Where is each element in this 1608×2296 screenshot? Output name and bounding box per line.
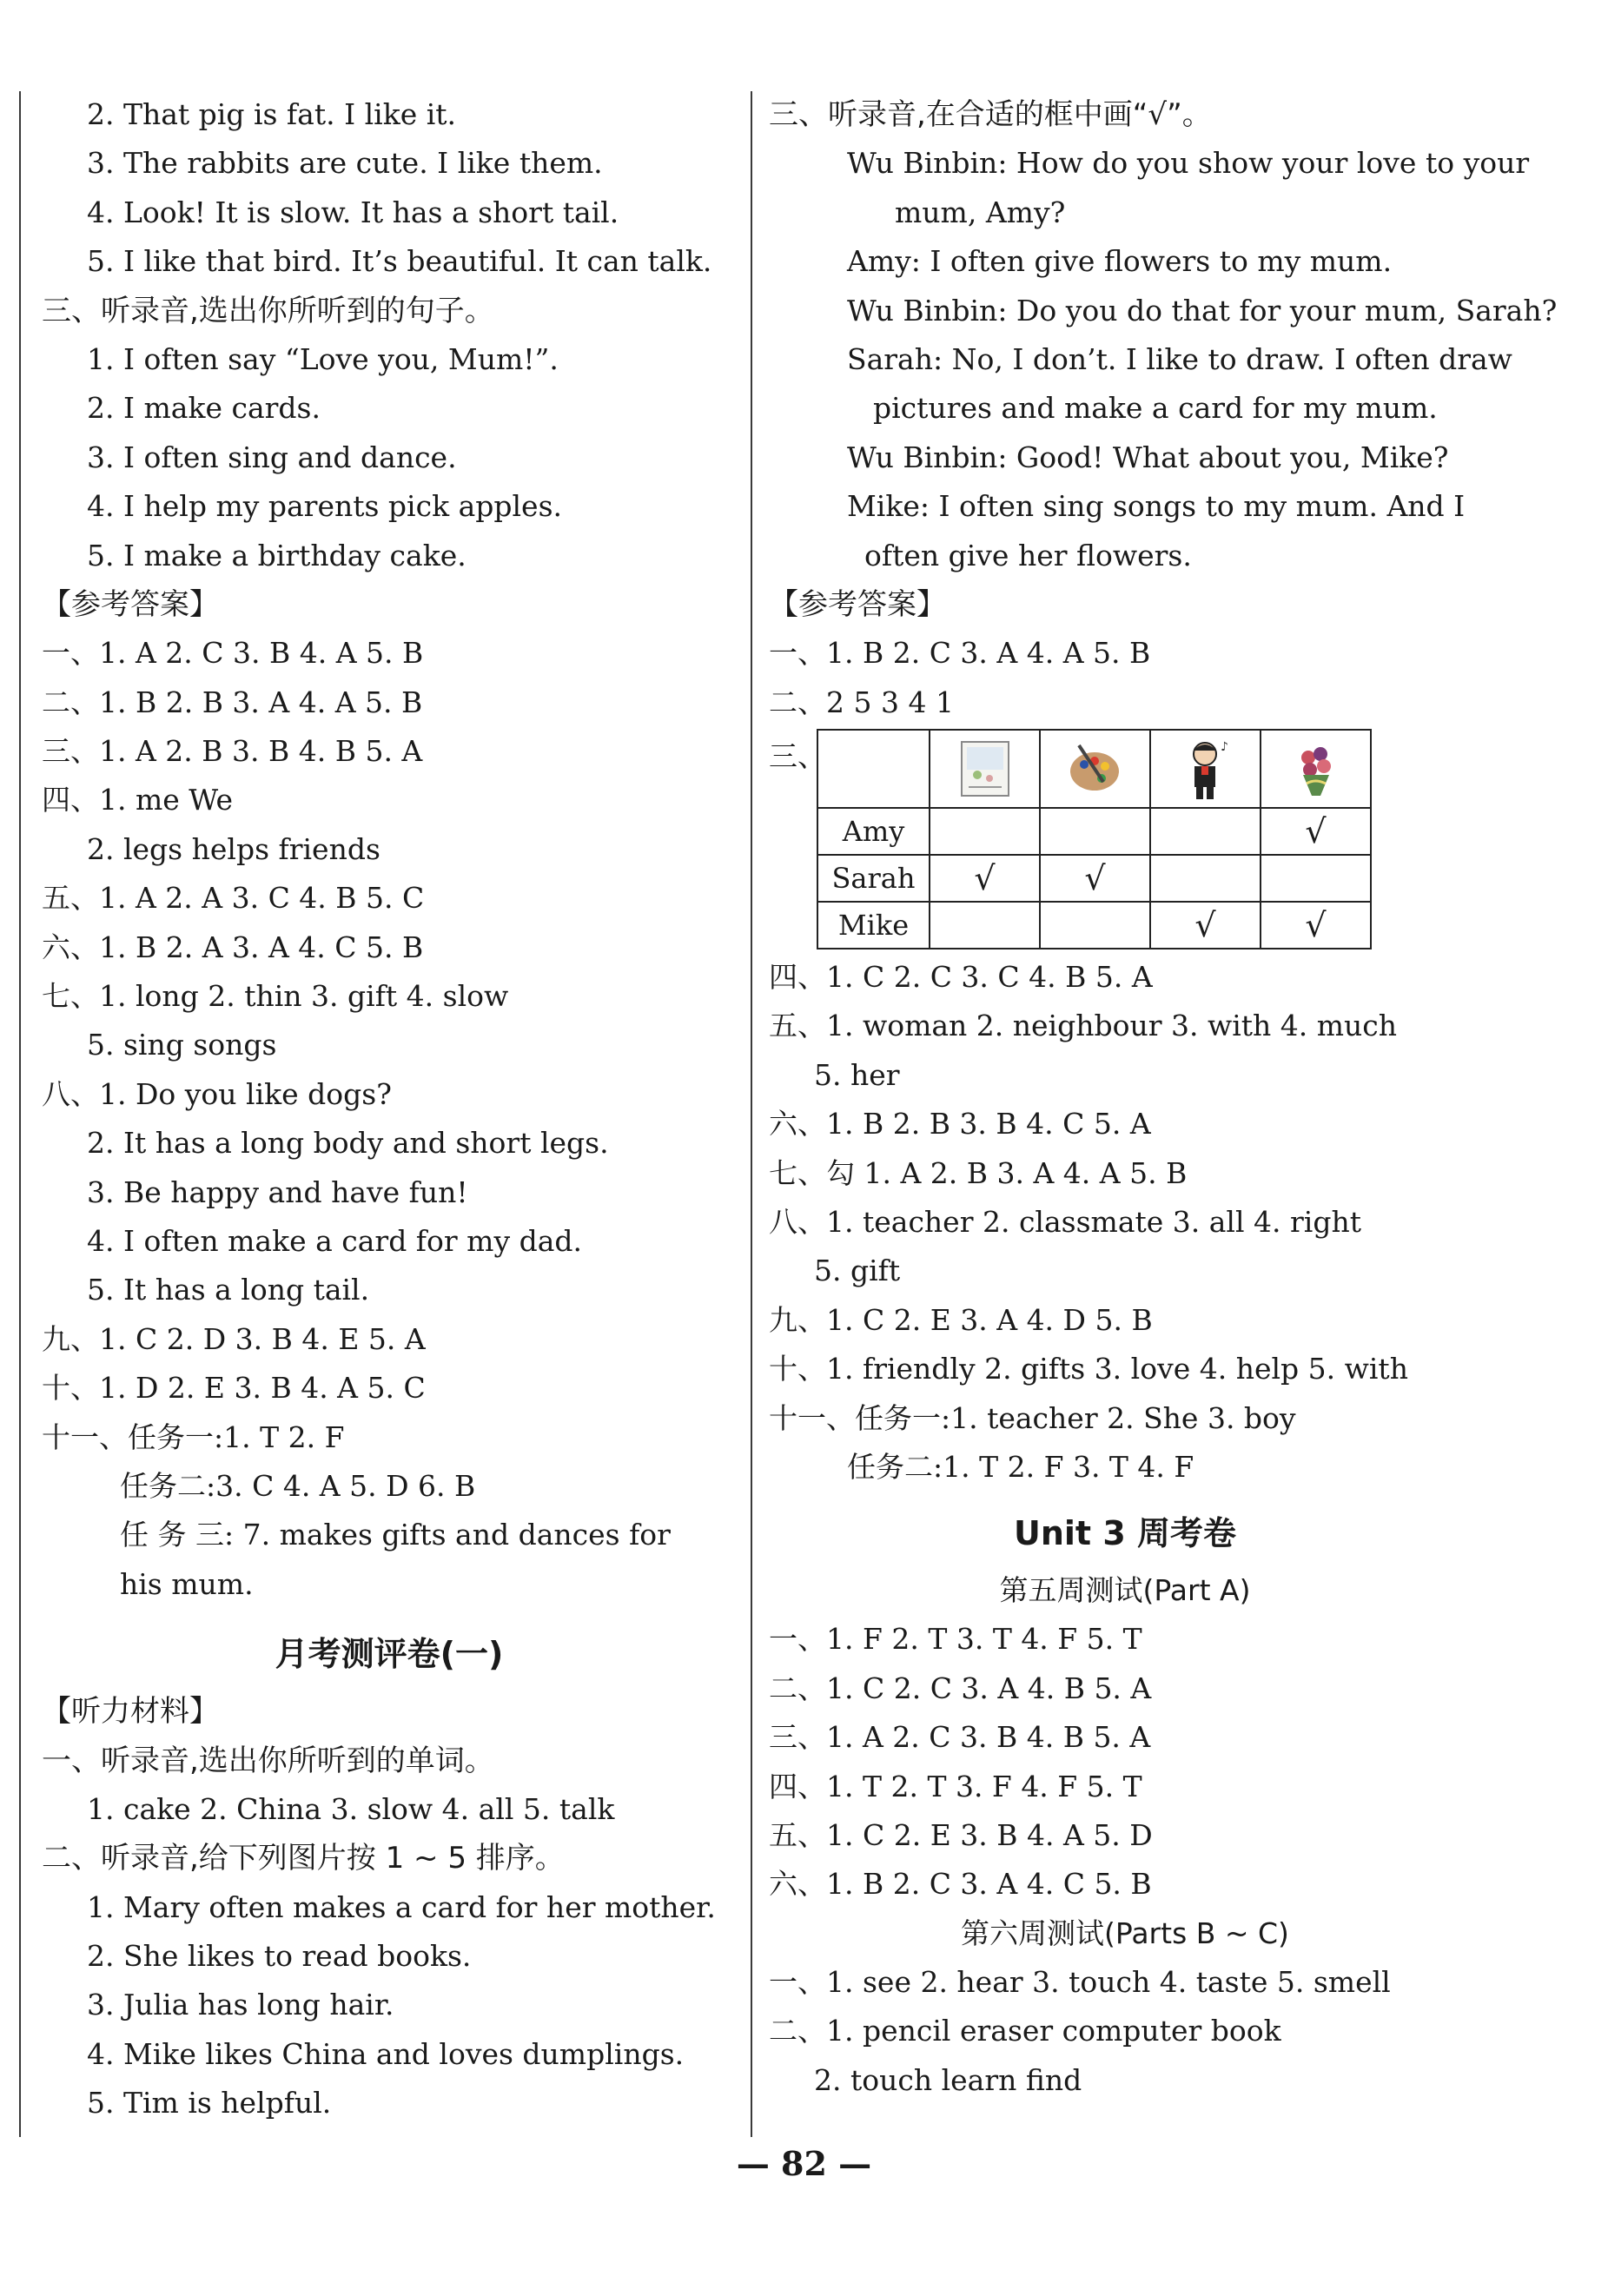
flower-bouquet-picture xyxy=(1282,735,1350,803)
answer-line: 二、2 5 3 4 1 xyxy=(769,685,954,719)
answer-line: 五、1. woman 2. neighbour 3. with 4. much xyxy=(769,1009,1398,1043)
column-divider xyxy=(751,91,752,2137)
answer-line: his mum. xyxy=(120,1566,254,1601)
table-row xyxy=(817,808,1371,855)
text-line: 4. Mike likes China and loves dumplings. xyxy=(87,2036,685,2071)
answer-line: 二、1. pencil eraser computer book xyxy=(769,2014,1281,2048)
answer-line: 六、1. B 2. A 3. A 4. C 5. B xyxy=(42,930,424,964)
check-cell xyxy=(1150,855,1261,902)
dialogue-line: pictures and make a card for my mum. xyxy=(873,391,1438,426)
paint-palette-picture xyxy=(1062,735,1129,803)
listening-material-heading: 【听力材料】 xyxy=(42,1694,219,1730)
dialogue-line: Wu Binbin: How do you show your love to your xyxy=(847,146,1530,181)
answer-key-heading: 【参考答案】 xyxy=(42,586,219,622)
section-heading: 三、听录音,在合适的框中画“√”。 xyxy=(769,97,1212,132)
answer-line: 五、1. C 2. E 3. B 4. A 5. D xyxy=(769,1817,1153,1852)
answer-line: 一、1. F 2. T 3. T 4. F 5. T xyxy=(769,1622,1142,1657)
palette-picture-cell xyxy=(1040,730,1150,808)
week6-title: 第六周测试(Parts B ~ C) xyxy=(961,1916,1289,1950)
check-cell: √ xyxy=(1261,808,1371,855)
right-column xyxy=(769,90,1558,2105)
answer-key-heading: 【参考答案】 xyxy=(769,586,946,622)
text-line: 1. I often say “Love you, Mum!”. xyxy=(87,341,559,376)
answer-line: 十一、任务一:1. T 2. F xyxy=(42,1419,345,1454)
answer-line: 二、1. C 2. C 3. A 4. B 5. A xyxy=(769,1671,1152,1705)
section-heading: 二、听录音,给下列图片按 1 ~ 5 排序。 xyxy=(42,1841,565,1876)
text-line: 5. Tim is helpful. xyxy=(87,2086,332,2121)
dialogue-line: Wu Binbin: Do you do that for your mum, Sarah? xyxy=(847,293,1558,328)
card-picture-cell xyxy=(930,730,1040,808)
page-number: — 82 — xyxy=(736,2144,872,2183)
check-cell xyxy=(1040,902,1150,949)
answer-line: 3. Be happy and have fun! xyxy=(87,1174,468,1209)
dialogue-line: Mike: I often sing songs to my mum. And I xyxy=(847,489,1466,524)
answer-line: 八、1. teacher 2. classmate 3. all 4. right xyxy=(769,1205,1361,1240)
answer-table-block xyxy=(769,727,1481,953)
answer-line: 十一、任务一:1. teacher 2. She 3. boy xyxy=(769,1400,1296,1435)
text-line: 3. Julia has long hair. xyxy=(87,1988,394,2022)
answer-line: 五、1. A 2. A 3. C 4. B 5. C xyxy=(42,881,425,916)
answer-line: 5. her xyxy=(814,1057,900,1092)
week5-title: 第五周测试(Part A) xyxy=(999,1573,1251,1608)
check-cell: √ xyxy=(1040,855,1150,902)
answer-line: 七、勾 1. A 2. B 3. A 4. A 5. B xyxy=(769,1155,1188,1190)
answer-line: 任务二:3. C 4. A 5. D 6. B xyxy=(120,1468,476,1503)
answer-line: 任务二:1. T 2. F 3. T 4. F xyxy=(847,1449,1194,1484)
dialogue-line: Sarah: No, I don’t. I like to draw. I often draw xyxy=(847,341,1512,376)
section-heading: 三、听录音,选出你所听到的句子。 xyxy=(42,293,494,328)
answer-line: 九、1. C 2. E 3. A 4. D 5. B xyxy=(769,1302,1153,1337)
answer-line: 一、1. see 2. hear 3. touch 4. taste 5. smell xyxy=(769,1964,1391,1999)
svg-text:♪: ♪ xyxy=(1220,740,1228,755)
answer-line: 2. legs helps friends xyxy=(87,831,380,866)
answer-line: 5. gift xyxy=(814,1254,901,1288)
text-line: 2. She likes to read books. xyxy=(87,1939,472,1974)
text-line: 2. That pig is fat. I like it. xyxy=(87,97,457,131)
answer-table xyxy=(817,729,1372,949)
section-heading: 一、听录音,选出你所听到的单词。 xyxy=(42,1743,494,1778)
dialogue-line: Wu Binbin: Good! What about you, Mike? xyxy=(847,440,1449,474)
answer-line: 5. sing songs xyxy=(87,1028,277,1062)
answer-line: 5. It has a long tail. xyxy=(87,1273,370,1307)
check-cell: √ xyxy=(1261,902,1371,949)
table-row xyxy=(817,902,1371,949)
answer-line: 三、1. A 2. C 3. B 4. B 5. A xyxy=(769,1720,1151,1755)
table-prefix: 三、 xyxy=(769,739,826,774)
dialogue-line: mum, Amy? xyxy=(895,195,1066,229)
empty-header-cell xyxy=(817,730,930,808)
text-line: 1. cake 2. China 3. slow 4. all 5. talk xyxy=(87,1791,615,1826)
answer-line: 一、1. A 2. C 3. B 4. A 5. B xyxy=(42,636,424,671)
text-line: 4. Look! It is slow. It has a short tail. xyxy=(87,195,619,229)
answer-line: 2. It has a long body and short legs. xyxy=(87,1126,609,1161)
answer-line: 二、1. B 2. B 3. A 4. A 5. B xyxy=(42,685,423,719)
answer-line: 一、1. B 2. C 3. A 4. A 5. B xyxy=(769,636,1151,671)
answer-line: 十、1. D 2. E 3. B 4. A 5. C xyxy=(42,1371,426,1406)
text-line: 1. Mary often makes a card for her mother. xyxy=(87,1889,716,1924)
answer-line: 六、1. B 2. C 3. A 4. C 5. B xyxy=(769,1867,1152,1902)
answer-line: 任 务 三: 7. makes gifts and dances for xyxy=(120,1518,671,1552)
text-line: 3. I often sing and dance. xyxy=(87,440,457,474)
check-cell xyxy=(930,902,1040,949)
left-margin-rule xyxy=(19,91,21,2137)
check-cell: √ xyxy=(930,855,1040,902)
picture-header-row xyxy=(817,730,1371,808)
text-line: 2. I make cards. xyxy=(87,391,321,426)
text-line: 5. I like that bird. It’s beautiful. It can talk. xyxy=(87,244,712,279)
answer-line: 4. I often make a card for my dad. xyxy=(87,1223,582,1258)
answer-line: 十、1. friendly 2. gifts 3. love 4. help 5. with xyxy=(769,1352,1408,1386)
unit-title: Unit 3 周考卷 xyxy=(1014,1514,1236,1553)
row-name: Sarah xyxy=(817,855,930,902)
answer-line: 八、1. Do you like dogs? xyxy=(42,1076,392,1111)
check-cell: √ xyxy=(1150,902,1261,949)
check-cell xyxy=(1040,808,1150,855)
row-name: Amy xyxy=(817,808,930,855)
check-cell xyxy=(1261,855,1371,902)
singing-boy-picture xyxy=(1172,735,1240,803)
answer-line: 四、1. C 2. C 3. C 4. B 5. A xyxy=(769,960,1153,995)
answer-line: 七、1. long 2. thin 3. gift 4. slow xyxy=(42,979,509,1014)
dialogue-line: Amy: I often give flowers to my mum. xyxy=(847,244,1393,279)
text-line: 5. I make a birthday cake. xyxy=(87,538,467,572)
flowers-picture-cell xyxy=(1261,730,1371,808)
answer-line: 三、1. A 2. B 3. B 4. B 5. A xyxy=(42,734,423,769)
left-column xyxy=(42,90,737,2128)
answer-line: 四、1. me We xyxy=(42,783,234,817)
text-line: 4. I help my parents pick apples. xyxy=(87,489,562,524)
text-line: 3. The rabbits are cute. I like them. xyxy=(87,146,603,181)
exam-title: 月考测评卷(一) xyxy=(275,1635,504,1674)
check-cell xyxy=(1150,808,1261,855)
dialogue-line: often give her flowers. xyxy=(864,538,1192,572)
answer-line: 2. touch learn find xyxy=(814,2062,1082,2097)
check-cell xyxy=(930,808,1040,855)
row-name: Mike xyxy=(817,902,930,949)
card-picture xyxy=(951,735,1019,803)
table-row xyxy=(817,855,1371,902)
singing-picture-cell xyxy=(1150,730,1261,808)
answer-line: 四、1. T 2. T 3. F 4. F 5. T xyxy=(769,1769,1142,1803)
answer-line: 九、1. C 2. D 3. B 4. E 5. A xyxy=(42,1321,426,1356)
answer-line: 六、1. B 2. B 3. B 4. C 5. A xyxy=(769,1107,1151,1141)
